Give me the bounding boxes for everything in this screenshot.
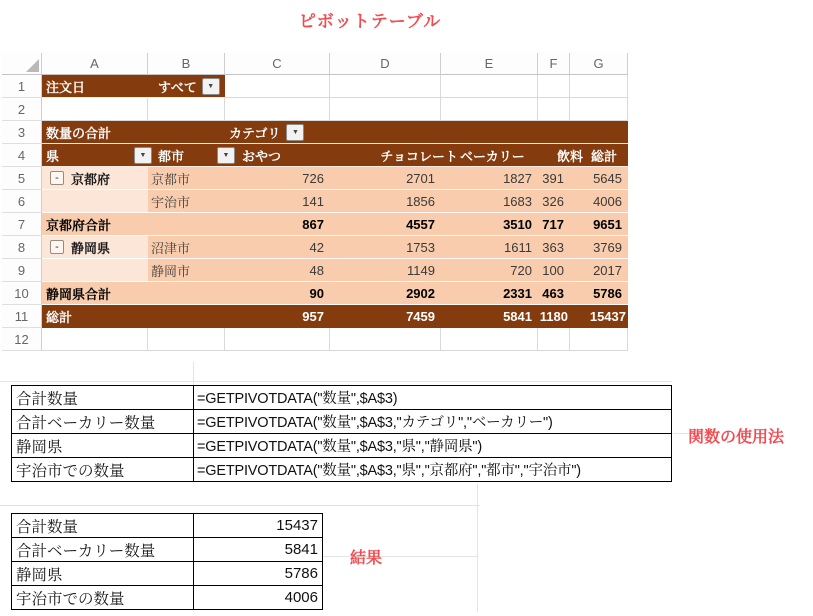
empty-cell[interactable] [42,98,148,121]
filter-dropdown-button[interactable] [202,78,220,95]
empty-cell[interactable] [538,328,570,351]
sheet-gridline [0,505,480,506]
pivot-subtotal-cell[interactable]: 2331 [441,282,538,305]
formula-table [11,385,672,482]
empty-cell[interactable] [570,328,628,351]
formula-label-cell[interactable]: 合計ベーカリー数量 [12,410,194,434]
formula-cell[interactable]: =GETPIVOTDATA("数量",$A$3,"県","静岡県") [194,434,672,458]
table-row [12,386,672,410]
row-header-1[interactable]: 1 [2,75,42,98]
row-header-9[interactable]: 9 [2,259,42,282]
empty-cell[interactable] [441,328,538,351]
cell-group-kyoto[interactable] [42,167,148,190]
cell-city[interactable]: 静岡市 [148,259,225,282]
result-label-cell[interactable]: 宇治市での数量 [12,586,194,610]
prefecture-dropdown-button[interactable] [134,147,152,164]
pivot-value-cell[interactable]: 100 [538,259,570,282]
result-label-cell[interactable]: 合計ベーカリー数量 [12,538,194,562]
table-row [12,410,672,434]
empty-cell[interactable] [225,328,330,351]
row-header-7[interactable]: 7 [2,213,42,236]
sheet-gridline [477,484,478,612]
column-header-a[interactable]: A [42,53,148,75]
empty-cell[interactable] [330,98,441,121]
empty-cell[interactable] [225,98,330,121]
pivot-value-cell[interactable]: 42 [225,236,330,259]
pivot-value-cell[interactable]: 1753 [330,236,441,259]
row-header-10[interactable]: 10 [2,282,42,305]
row-header-4[interactable]: 4 [2,144,42,167]
chevron-down-icon: ▼ [139,151,147,159]
column-header-e[interactable]: E [441,53,538,75]
category-dropdown-button[interactable] [286,124,304,141]
formula-label-cell[interactable]: 合計数量 [12,386,194,410]
sheet-gridline [322,556,478,557]
pivot-value-cell[interactable]: 391 [538,167,570,190]
prefecture-label: 静岡県 [71,240,111,256]
pivot-subtotal-cell[interactable]: 5786 [570,282,628,305]
column-label-total[interactable]: 総計 [591,148,618,164]
row-header-11[interactable]: 11 [2,305,42,328]
formula-cell[interactable]: =GETPIVOTDATA("数量",$A$3,"カテゴリ","ベーカリー") [194,410,672,434]
pivot-subtotal-cell[interactable]: 2902 [330,282,441,305]
formula-label-cell[interactable]: 静岡県 [12,434,194,458]
result-value-cell[interactable]: 4006 [194,586,323,610]
pivot-value-cell[interactable]: 5645 [570,167,628,190]
column-label-chocolate[interactable]: チョコレート [380,148,458,164]
pivot-value-cell[interactable]: 1856 [330,190,441,213]
cell-city[interactable]: 沼津市 [148,236,225,259]
empty-cell[interactable] [330,75,441,98]
sheet-gridline [0,381,672,382]
cell-empty-rowlabel[interactable] [42,190,148,213]
empty-cell[interactable] [42,328,148,351]
pivot-subtotal-cell[interactable]: 867 [225,213,330,236]
empty-cell[interactable] [570,75,628,98]
cell-grand-total-label[interactable]: 総計 [42,305,225,328]
page-title: ピボットテーブル [298,12,442,31]
chevron-down-icon: ▼ [207,82,215,90]
result-value-cell[interactable]: 5841 [194,538,323,562]
row-header-5[interactable]: 5 [2,167,42,190]
chevron-down-icon: ▼ [222,151,230,159]
cell-subtotal-kyoto[interactable]: 京都府合計 [42,213,225,236]
cell-city[interactable]: 宇治市 [148,190,225,213]
cell-filter-value[interactable] [148,75,225,98]
table-row [12,538,323,562]
cell-measure-label[interactable]: 数量の合計 [46,125,112,141]
cell-column-field[interactable] [229,123,304,142]
chevron-down-icon: ▼ [292,128,299,136]
cell-subtotal-shizuoka[interactable]: 静岡県合計 [42,282,225,305]
pivot-value-cell[interactable]: 141 [225,190,330,213]
empty-cell[interactable] [538,75,570,98]
row-header-2[interactable]: 2 [2,98,42,121]
result-value-cell[interactable]: 15437 [194,514,323,538]
empty-cell[interactable] [148,98,225,121]
pivot-value-cell[interactable]: 3769 [570,236,628,259]
pivot-subtotal-cell[interactable]: 463 [538,282,570,305]
pivot-value-cell[interactable]: 1827 [441,167,538,190]
column-label-bakery[interactable]: ベーカリー [460,148,525,164]
pivot-value-cell[interactable]: 48 [225,259,330,282]
row-header-6[interactable]: 6 [2,190,42,213]
city-dropdown-button[interactable] [217,147,235,164]
pivot-value-cell[interactable]: 363 [538,236,570,259]
row-field-label: 県 [46,148,60,164]
formula-label-cell[interactable]: 宇治市での数量 [12,458,194,482]
result-label-cell[interactable]: 合計数量 [12,514,194,538]
pivot-subtotal-cell[interactable]: 3510 [441,213,538,236]
pivot-value-cell[interactable]: 1149 [330,259,441,282]
empty-cell[interactable] [441,98,538,121]
cell-filter-label[interactable]: 注文日 [42,75,148,98]
table-row [12,586,323,610]
pivot-subtotal-cell[interactable]: 717 [538,213,570,236]
pivot-value-cell[interactable]: 2701 [330,167,441,190]
table-row [12,458,672,482]
result-label-cell[interactable]: 静岡県 [12,562,194,586]
cell-empty-rowlabel[interactable] [42,259,148,282]
table-row [12,514,323,538]
pivot-grandtotal-cell[interactable]: 1180 [538,305,570,328]
table-row [12,562,323,586]
formula-cell[interactable]: =GETPIVOTDATA("数量",$A$3,"県","京都府","都市","宇治市") [194,458,672,482]
pivot-value-cell[interactable]: 2017 [570,259,628,282]
row-header-3[interactable]: 3 [2,121,42,144]
column-header-b[interactable]: B [148,53,225,75]
empty-cell[interactable] [570,98,628,121]
pivot-subtotal-cell[interactable]: 4557 [330,213,441,236]
pivot-subtotal-cell[interactable]: 9651 [570,213,628,236]
select-all-triangle-icon [26,59,39,72]
pivot-subtotal-cell[interactable]: 90 [225,282,330,305]
empty-cell[interactable] [538,98,570,121]
pivot-value-cell[interactable]: 1683 [441,190,538,213]
collapse-button[interactable]: - [50,240,64,254]
pivot-value-cell[interactable]: 326 [538,190,570,213]
result-caption: 結果 [350,550,383,567]
cell-row-field-2[interactable] [155,146,239,165]
column-header-g[interactable]: G [570,53,628,75]
pivot-grandtotal-cell[interactable]: 5841 [441,305,538,328]
row-header-8[interactable]: 8 [2,236,42,259]
column-header-f[interactable]: F [538,53,570,75]
cell-row-field[interactable] [42,146,155,165]
filter-value-label: すべて [158,79,197,95]
result-table [11,513,323,610]
pivot-grandtotal-cell[interactable]: 15437 [570,305,628,328]
empty-cell[interactable] [441,75,538,98]
result-value-cell[interactable]: 5786 [194,562,323,586]
pivot-value-cell[interactable]: 720 [441,259,538,282]
column-label-drinks[interactable]: 飲料 [557,148,584,164]
pivot-value-cell[interactable]: 4006 [570,190,628,213]
pivot-grandtotal-cell[interactable]: 7459 [330,305,441,328]
empty-cell[interactable] [330,328,441,351]
formula-cell[interactable]: =GETPIVOTDATA("数量",$A$3) [194,386,672,410]
city-field-label: 都市 [158,148,185,164]
empty-cell[interactable] [148,328,225,351]
select-all-corner[interactable] [2,53,42,75]
pivot-measure-row [42,121,628,144]
cell-city[interactable]: 京都市 [148,167,225,190]
cell-group-shizuoka[interactable] [42,236,148,259]
column-header-c[interactable]: C [225,53,330,75]
sheet-gridline [193,362,194,385]
pivot-value-cell[interactable]: 726 [225,167,330,190]
pivot-grandtotal-cell[interactable]: 957 [225,305,330,328]
spreadsheet [2,53,628,351]
table-row [12,434,672,458]
formula-usage-caption: 関数の使用法 [688,429,785,446]
column-label-oyatsu[interactable]: おやつ [242,148,282,164]
empty-cell[interactable] [225,75,330,98]
column-field-label: カテゴリ [229,125,281,141]
pivot-header-row [42,144,628,167]
pivot-value-cell[interactable]: 1611 [441,236,538,259]
column-header-d[interactable]: D [330,53,441,75]
prefecture-label: 京都府 [71,171,111,187]
collapse-button[interactable]: - [50,171,64,185]
row-header-12[interactable]: 12 [2,328,42,351]
